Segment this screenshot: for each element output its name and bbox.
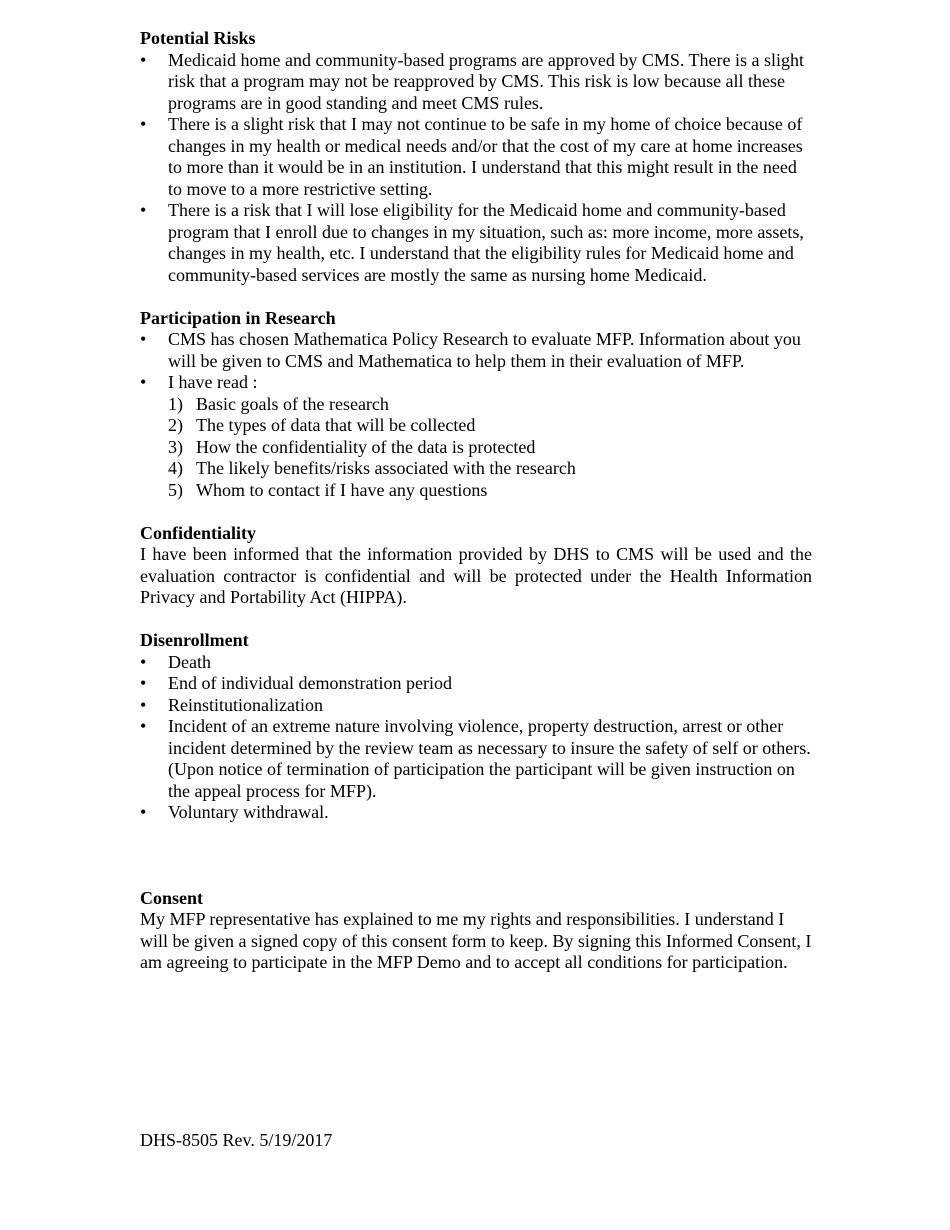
consent-section [140,888,812,974]
disenrollment-item: • Incident of an extreme nature involving violence, property destruction, arrest or other incident determined by the review team as necessary to insure the safety of self or others. (Upon notice of termination of participation the participant will be given instruction on the appeal process for MFP). [140,716,812,802]
read-list-item [140,458,812,480]
confidentiality-text: I have been informed that the information provided by DHS to CMS will be used and the evaluation contractor is confidential and will be protected under the Health Information Privacy and Portability Act (HIPPA). [140,544,812,607]
consent-text: My MFP representative has explained to me my rights and responsibilities. I understand I will be given a signed copy of this consent form to keep. By signing this Informed Consent, I am agreeing to participate in the MFP Demo and to accept all conditions for participation. [140,909,812,972]
form-id-footer: DHS-8505 Rev. 5/19/2017 [140,1130,333,1150]
list-number: 2) [168,415,183,435]
research-section [140,308,812,502]
disenrollment-item: • End of individual demonstration period [140,673,812,695]
spacer [140,824,812,888]
spacer [140,501,812,523]
disenrollment-section [140,630,812,824]
list-number: 5) [168,479,183,500]
risk-item: • There is a risk that I will lose eligibility for the Medicaid home and community-based program that I enroll due to changes in my situation, such as: more income, more assets, changes in my health, etc. I understand that the eligibility rules for Medicaid home and community-based services are mostly the same as nursing home Medicaid. [140,200,812,286]
read-list-text: The likely benefits/risks associated with the research [196,458,576,478]
research-item: • CMS has chosen Mathematica Policy Research to evaluate MFP. Information about you will be given to CMS and Mathematica to help them in their evaluation of MFP. [140,329,812,372]
research-heading: Participation in Research [140,307,336,328]
read-list-text: How the confidentiality of the data is protected [196,436,536,457]
disenrollment-heading: Disenrollment [140,630,249,650]
disenrollment-item: • Reinstitutionalization [140,695,812,717]
read-list-text: Basic goals of the research [196,393,389,414]
spacer [140,286,812,308]
research-list [140,329,812,394]
list-number: 1) [168,393,183,414]
read-list-item [140,480,812,502]
list-number: 3) [168,436,183,457]
research-read-list [140,394,812,502]
disenrollment-item: • Death [140,652,812,674]
read-list-item [140,437,812,459]
potential-risks-list [140,50,812,287]
confidentiality-heading: Confidentiality [140,522,257,543]
disenrollment-list [140,652,812,824]
risk-item: • There is a slight risk that I may not continue to be safe in my home of choice because of changes in my health or medical needs and/or that the cost of my care at home increases to more than it would be in an institution. I understand that this might result in the need to move to a more restrictive setting. [140,114,812,200]
risk-item: • Medicaid home and community-based programs are approved by CMS. There is a slight risk that a program may not be reapproved by CMS. This risk is low because all these programs are in good standing and meet CMS rules. [140,50,812,115]
research-item: • I have read : [140,372,812,394]
read-list-text: Whom to contact if I have any questions [196,479,488,500]
read-list-text: The types of data that will be collected [196,415,476,435]
read-list-item [140,394,812,416]
confidentiality-section [140,523,812,609]
consent-heading: Consent [140,887,204,908]
list-number: 4) [168,458,183,478]
potential-risks-heading: Potential Risks [140,28,256,48]
disenrollment-item: • Voluntary withdrawal. [140,802,812,824]
spacer [140,609,812,631]
read-list-item [140,415,812,437]
potential-risks-section [140,28,812,286]
document-page [140,28,812,974]
